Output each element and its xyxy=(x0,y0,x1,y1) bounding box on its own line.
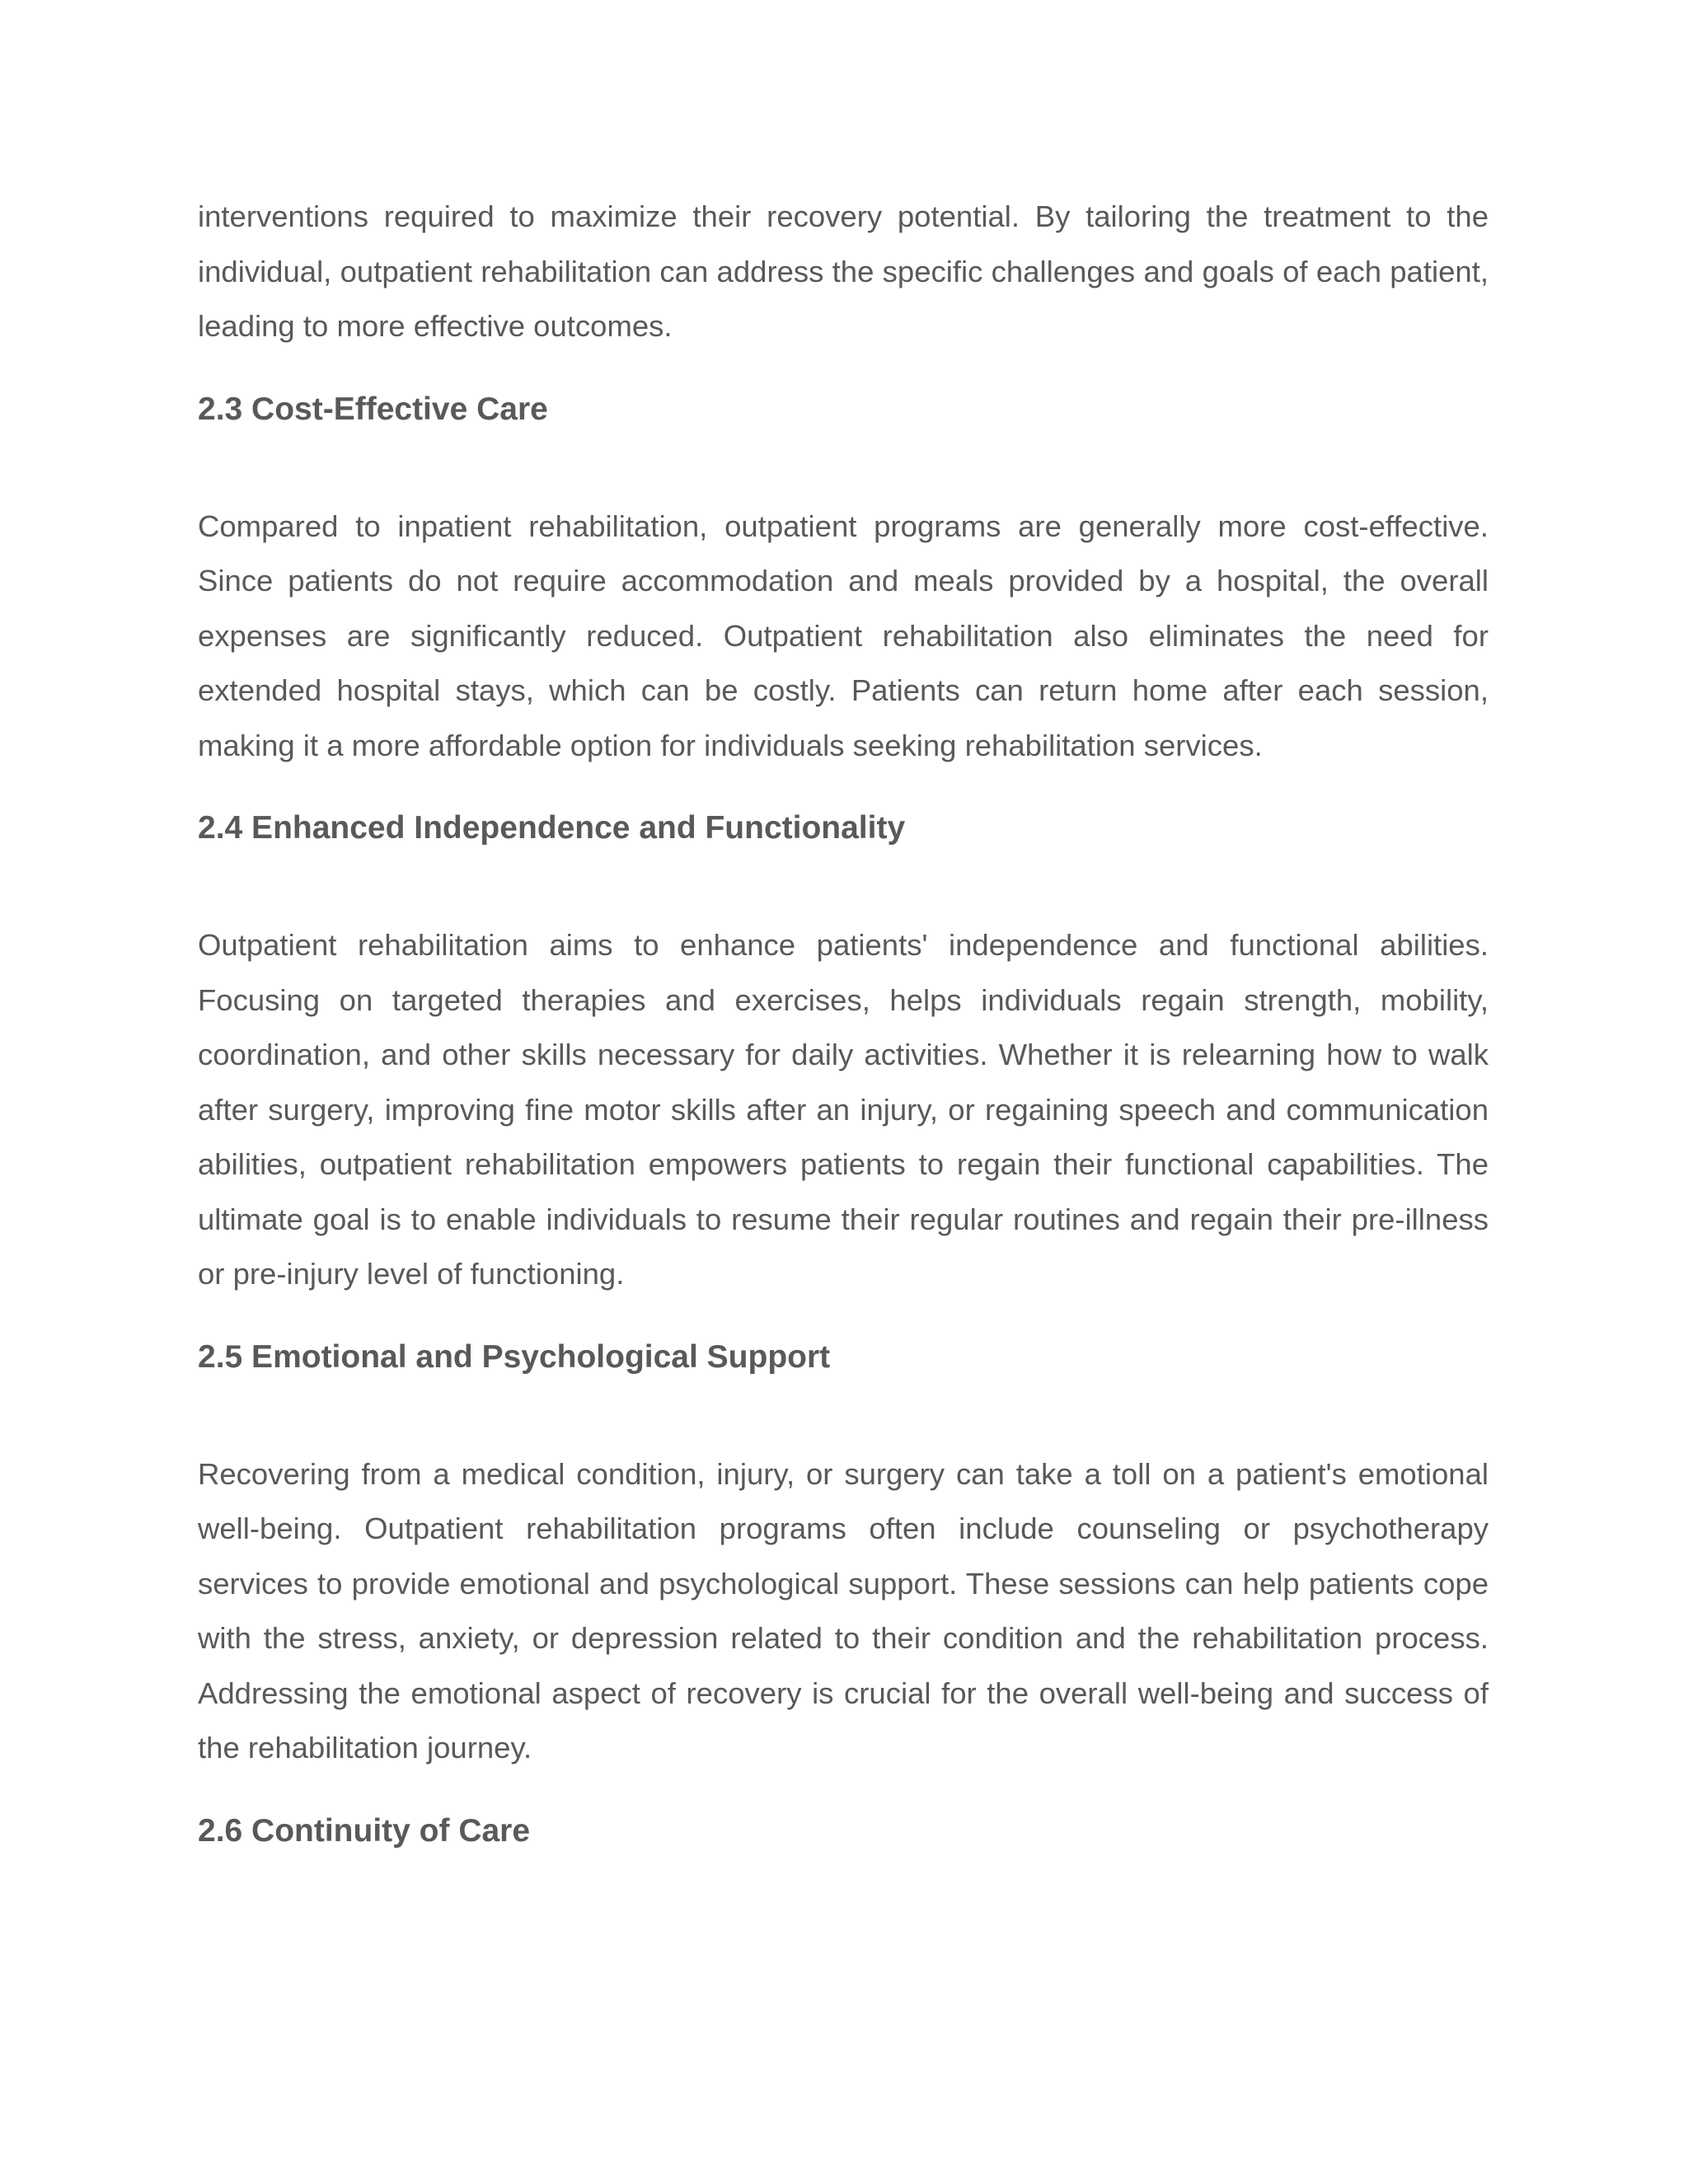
spacer xyxy=(198,1776,1489,1804)
spacer xyxy=(198,1385,1489,1447)
spacer xyxy=(198,354,1489,382)
section-heading-emotional-psychological-support: 2.5 Emotional and Psychological Support xyxy=(198,1338,831,1375)
section-paragraph-independence-functionality: Outpatient rehabilitation aims to enhance patients' independence and functional abilities. Focusing on targeted therapies and exercises, helps individuals regain strength, mobility, coordination, and other skills necessary for daily activities. Whether it is relearning how to walk after surgery, improving fine motor skills after an injury, or regaining speech and communication abilities, outpatient rehabilitation empowers patients to regain their functional capabilities. The ultimate goal is to enable individuals to resume their regular routines and regain their pre-illness or pre-injury level of functioning. xyxy=(198,928,1489,1291)
spacer xyxy=(198,437,1489,499)
spacer xyxy=(198,1302,1489,1330)
spacer xyxy=(198,855,1489,918)
section-paragraph-cost-effective-care: Compared to inpatient rehabilitation, outpatient programs are generally more cost-effective. Since patients do not require accommodation and meals provided by a hospital, the overall expenses are significantly reduced. Outpatient rehabilitation also eliminates the need for extended hospital stays, which can be costly. Patients can return home after each session, making it a more affordable option for individuals seeking rehabilitation services. xyxy=(198,509,1489,762)
section-heading-continuity-of-care: 2.6 Continuity of Care xyxy=(198,1812,531,1849)
section-heading-independence-functionality: 2.4 Enhanced Independence and Functionality xyxy=(198,810,906,846)
section-heading-cost-effective-care: 2.3 Cost-Effective Care xyxy=(198,391,548,427)
document-page xyxy=(198,190,1489,1858)
intro-paragraph: interventions required to maximize their recovery potential. By tailoring the treatment to the individual, outpatient rehabilitation can address the specific challenges and goals of each patient, leading to more effective outcomes. xyxy=(198,199,1489,343)
spacer xyxy=(198,773,1489,801)
section-paragraph-emotional-psychological-support: Recovering from a medical condition, injury, or surgery can take a toll on a patient's emotional well-being. Outpatient rehabilitation programs often include counseling or psychotherapy services to provide emotional and psychological support. These sessions can help patients cope with the stress, anxiety, or depression related to their condition and the rehabilitation process. Addressing the emotional aspect of recovery is crucial for the overall well-being and success of the rehabilitation journey. xyxy=(198,1456,1489,1765)
